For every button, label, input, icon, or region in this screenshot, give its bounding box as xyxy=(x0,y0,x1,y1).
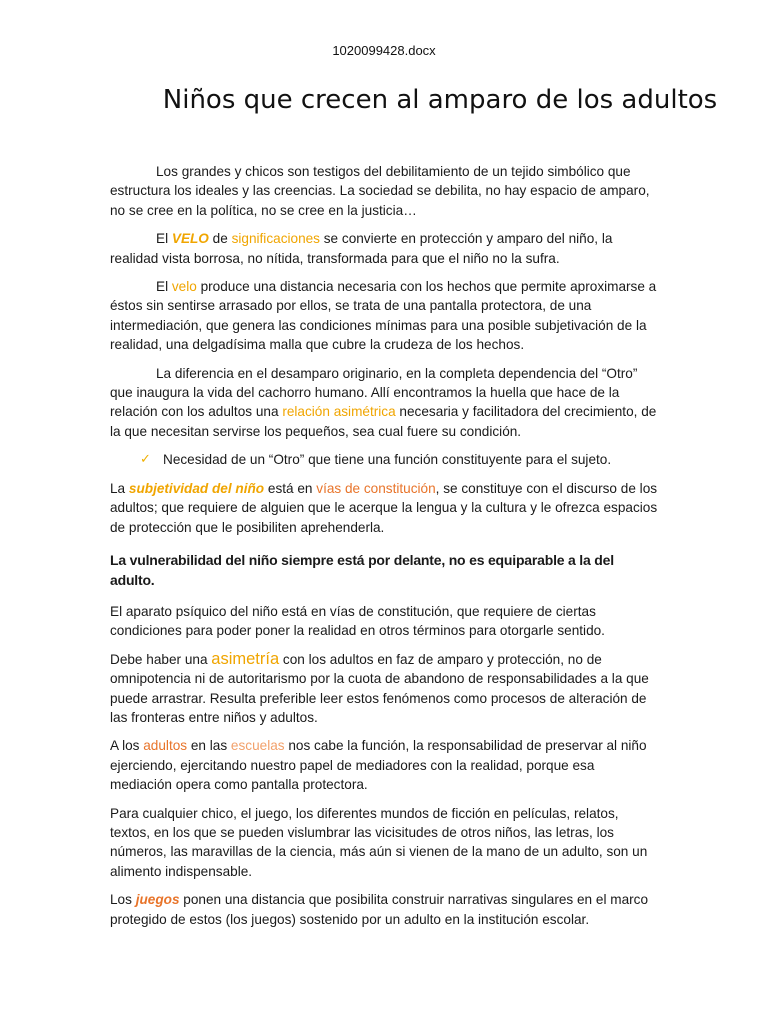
text-run: en las xyxy=(187,738,231,754)
highlight-juegos: juegos xyxy=(135,892,180,908)
text-run: La diferencia en el desamparo originario, en la completa dependencia del “Otro” que inaugura la vida del cachorro humano. Allí encontramos la huella que hace de la relación con los adultos una xyxy=(110,365,638,420)
text-run: con los adultos en faz de amparo y protección, no de omnipotencia ni de autoritarismo por la cuota de abandono de responsabilidades a la que puede arrastrar. Resulta preferible leer estos fenómenos como procesos de alteración de las fronteras entre niños y adultos. xyxy=(110,651,649,725)
paragraph-5 xyxy=(110,479,658,537)
text-run: ponen una distancia que posibilita construir narrativas singulares en el marco protegido de estos (los juegos) sostenido por un adulto en la institución escolar. xyxy=(110,892,649,927)
paragraph-7 xyxy=(110,650,658,728)
highlight-significaciones: significaciones xyxy=(231,231,320,247)
paragraph-1: Los grandes y chicos son testigos del debilitamiento de un tejido simbólico que estructura los ideales y las creencias. La sociedad se debilita, no hay espacio de amparo, no se cree en la política, no se cree en la justicia… xyxy=(110,164,650,218)
highlight-asimetria: asimetría xyxy=(211,649,280,668)
section-heading: La vulnerabilidad del niño siempre está por delante, no es equiparable a la del adulto. xyxy=(110,551,614,588)
highlight-escuelas: escuelas xyxy=(230,738,285,754)
highlight-velo-lower: velo xyxy=(171,279,197,295)
text-run: El xyxy=(156,279,172,295)
text-run: El xyxy=(156,231,172,247)
text-run: A los xyxy=(110,738,144,754)
text-run: Los xyxy=(110,892,136,908)
highlight-subjetividad: subjetividad del niño xyxy=(128,480,265,496)
paragraph-10 xyxy=(110,890,658,929)
text-run: está en xyxy=(264,480,317,496)
paragraph-6: El aparato psíquico del niño está en vías de constitución, que requiere de ciertas condiciones para poder poner la realidad en otros términos para otorgarle sentido. xyxy=(110,603,605,639)
text-run: se convierte en protección y amparo del niño, la realidad vista borrosa, no nítida, transformada para que el niño no la sufra. xyxy=(110,231,613,266)
document-title: Niños que crecen al amparo de los adultos xyxy=(162,85,718,115)
text-run: Debe haber una xyxy=(110,651,212,667)
highlight-relacion-asimetrica: relación asimétrica xyxy=(282,404,396,420)
paragraph-8 xyxy=(110,736,658,794)
highlight-vias-constitucion: vías de constitución xyxy=(316,480,436,496)
highlight-velo: VELO xyxy=(171,231,209,247)
text-run: La xyxy=(110,480,129,496)
text-run: de xyxy=(208,231,232,247)
paragraph-9: Para cualquier chico, el juego, los diferentes mundos de ficción en películas, relatos, textos, en los que se pueden vislumbrar las vicisitudes de otros niños, las letras, los números, las maravillas de la ciencia, más aún si vienen de la mano de un adulto, son un alimento indispensable. xyxy=(110,805,648,879)
bullet-item xyxy=(110,450,658,469)
paragraph-3 xyxy=(110,277,658,355)
highlight-adultos: adultos xyxy=(143,738,188,754)
paragraph-2 xyxy=(110,229,658,268)
text-run: produce una distancia necesaria con los hechos que permite aproximarse a éstos sin sentirse arrasado por ellos, se trata de una pantalla protectora, de una intermediación, que genera las condiciones mínimas para una posible subjetivación de la realidad, una delgadísima malla que cubre la crudeza de los hechos. xyxy=(110,279,657,353)
bullet-text: Necesidad de un “Otro” que tiene una función constituyente para el sujeto. xyxy=(163,452,612,468)
checkmark-icon: ✓ xyxy=(140,452,151,468)
paragraph-4 xyxy=(110,364,658,442)
text-run: , se constituye con el discurso de los adultos; que requiere de alguien que le acerque la lengua y la cultura y le ofrezca espacios de protección que le posibiliten aprehenderla. xyxy=(110,480,658,535)
text-run: necesaria y facilitadora del crecimiento, de la que necesitan servirse los pequeños, sea cual fuere su condición. xyxy=(110,404,657,439)
document-body xyxy=(110,162,658,938)
text-run: nos cabe la función, la responsabilidad de preservar al niño ejerciendo, ejercitando nuestro papel de mediadores con la realidad, porque esa mediación opera como pantalla protectora. xyxy=(110,738,647,793)
document-filename: 1020099428.docx xyxy=(332,43,436,58)
